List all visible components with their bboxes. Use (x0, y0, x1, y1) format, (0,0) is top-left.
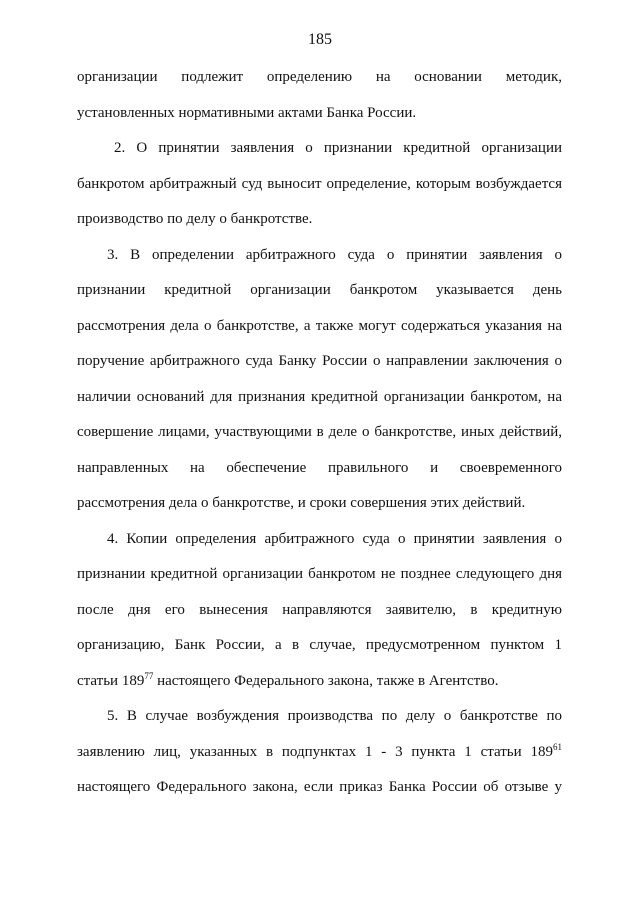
document-body (77, 60, 562, 806)
text-run: заявлению лиц, указанных в подпунктах 1 - 3 пункта 1 статьи 189 (77, 743, 553, 760)
text-line: настоящего Федерального закона, если приказ Банка России об отзыве у (77, 779, 562, 795)
text-line: признании кредитной организации банкротом не позднее следующего дня (77, 566, 562, 582)
text-line: 5. В случае возбуждения производства по делу о банкротстве по (107, 708, 562, 724)
superscript: 77 (144, 670, 154, 681)
paragraph-5 (77, 699, 562, 806)
text-line: рассмотрения дела о банкротстве, а также могут содержаться указания на (77, 317, 562, 334)
superscript: 61 (553, 741, 562, 752)
text-line: банкротом арбитражный суд выносит определение, которым возбуждается (77, 175, 562, 192)
text-line: 3. В определении арбитражного суда о принятии заявления о (107, 246, 562, 263)
text-line: 4. Копии определения арбитражного суда о принятии заявления о (107, 530, 562, 547)
paragraph-4 (77, 522, 562, 700)
text-run: статьи 189 (77, 672, 145, 689)
text-line: организации подлежит определению на основании методик, (77, 69, 562, 85)
paragraph-3 (77, 238, 562, 522)
text-line: признании кредитной организации банкротом указывается день (77, 282, 562, 298)
paragraph-1 (77, 60, 562, 131)
text-line: поручение арбитражного суда Банку России о направлении заключения о (77, 353, 562, 369)
text-line: рассмотрения дела о банкротстве, и сроки совершения этих действий. (77, 495, 526, 511)
text-line: производство по делу о банкротстве. (77, 211, 313, 227)
text-line: установленных нормативными актами Банка России. (77, 104, 417, 121)
paragraph-2 (77, 131, 562, 238)
text-line (77, 735, 562, 771)
page-number: 185 (308, 31, 332, 48)
text-line: 2. О принятии заявления о признании кредитной организации (114, 140, 562, 156)
text-line: после дня его вынесения направляются заявителю, в кредитную (77, 601, 562, 618)
text-line: совершение лицами, участвующими в деле о банкротстве, иных действий, (77, 424, 562, 440)
text-line: направленных на обеспечение правильного и своевременного (77, 459, 562, 476)
text-line (77, 664, 562, 700)
text-line: организацию, Банк России, а в случае, предусмотренном пунктом 1 (77, 637, 562, 653)
text-line: наличии оснований для признания кредитной организации банкротом, на (77, 388, 562, 405)
text-run: настоящего Федерального закона, также в Агентство. (153, 672, 499, 689)
